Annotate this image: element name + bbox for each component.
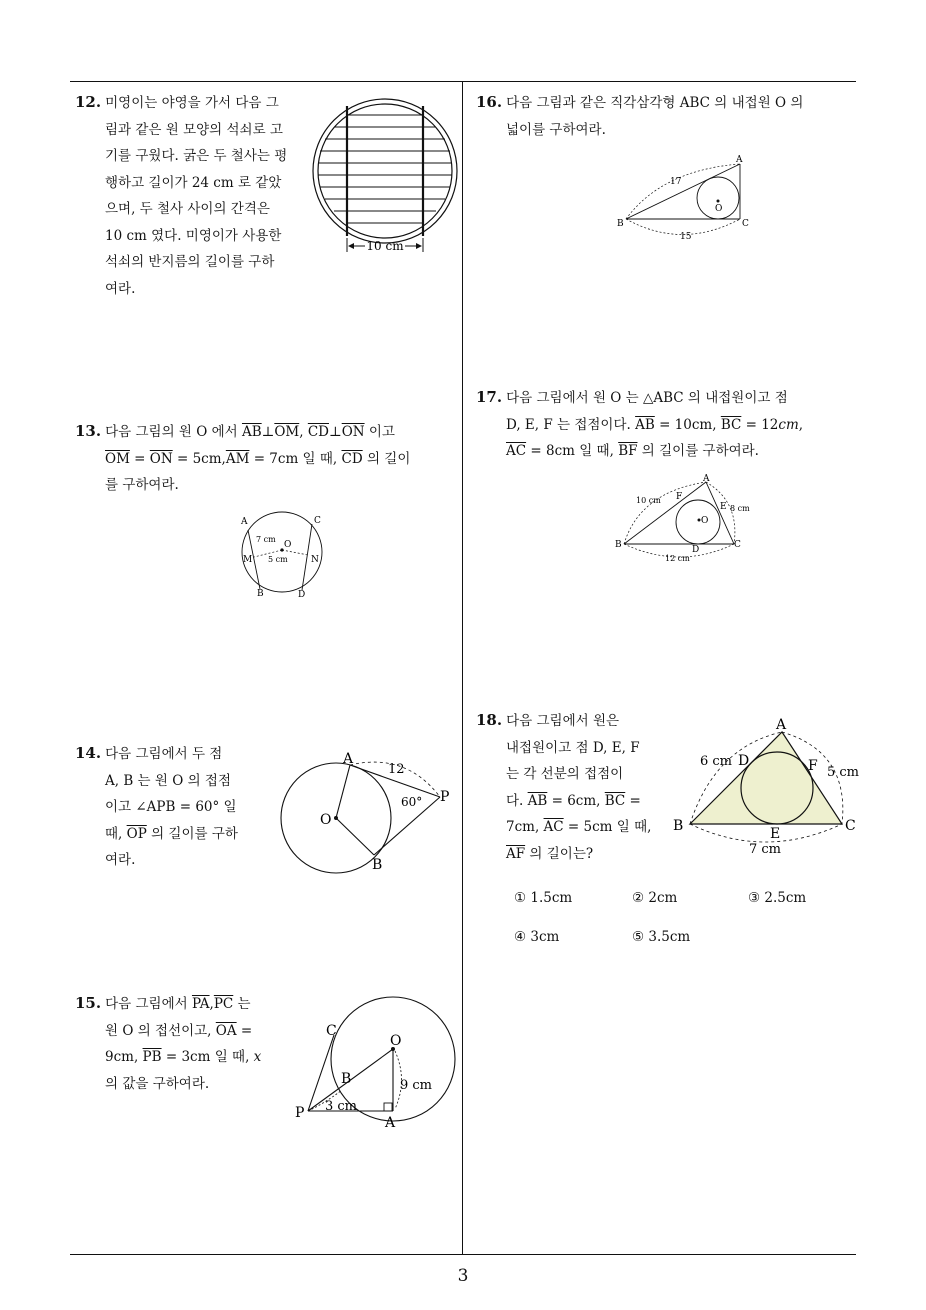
label-D: D [692, 545, 700, 555]
segment-am: $\overline{AM}$ [225, 450, 250, 467]
label-N: N [311, 555, 319, 565]
q15-text: 원 O 의 접선이고, [105, 1022, 216, 1039]
question-number: 12. [75, 93, 102, 111]
question-number: 15. [75, 994, 102, 1012]
segment-ac: $\overline{AC}$ [543, 819, 564, 835]
q14-text: A, B 는 원 O 의 접점 [105, 772, 231, 789]
label-B: B [617, 219, 624, 229]
segment-oa: $\overline{OA}$ [215, 1022, 237, 1039]
q17-text: cm [778, 416, 799, 433]
segment-ac: $\overline{AC}$ [506, 443, 527, 459]
label-O: O [715, 204, 723, 214]
segment-pb: $\overline{PB}$ [142, 1049, 162, 1065]
segment-ab: $\overline{AB}$ [635, 416, 655, 433]
label-O: O [390, 1033, 402, 1049]
page-number: 3 [457, 1266, 469, 1286]
q18-text: 7cm, [506, 819, 544, 835]
q18-text: 는 각 선분의 접점이 [506, 766, 624, 782]
q13-text: = 7cm 일 때, [249, 450, 342, 467]
segment-ab: $\overline{AB}$ [241, 424, 262, 440]
label-A: A [241, 517, 248, 527]
label-A: A [343, 751, 354, 767]
segment-bc: $\overline{BC}$ [720, 416, 742, 433]
label-B: B [372, 857, 383, 873]
choice-3[interactable]: ③ 2.5cm [748, 890, 807, 906]
q12-line: 기를 구웠다. 굵은 두 철사는 평 [105, 148, 288, 164]
q12-line: 석쇠의 반지름의 길이를 구하 [105, 254, 275, 270]
segment-om: $\overline{OM}$ [274, 424, 300, 440]
q17-text: 의 길이를 구하여라. [637, 443, 759, 459]
label-F: F [808, 758, 818, 774]
q15-text: = [236, 1022, 253, 1039]
q12-line: 여라. [105, 280, 136, 297]
question-15 [75, 990, 261, 1097]
segment-ab: $\overline{AB}$ [527, 792, 548, 809]
label-C: C [742, 219, 749, 229]
label-oa: 9 cm [400, 1078, 433, 1093]
q12-line: 10 cm 였다. 미영이가 사용한 [105, 227, 282, 244]
top-rule [70, 81, 856, 82]
question-number: 13. [75, 422, 102, 440]
q15-text: 의 값을 구하여라. [105, 1075, 210, 1092]
variable-x: x [253, 1049, 262, 1065]
segment-om: $\overline{OM}$ [105, 450, 130, 467]
q12-line: 행하고 길이가 24 cm 로 같았 [105, 174, 282, 191]
label-pb: 3 cm [325, 1099, 358, 1114]
label-P: P [295, 1105, 305, 1121]
segment-bc: $\overline{BC}$ [604, 792, 626, 809]
label-B: B [257, 589, 264, 599]
q17-text: = 10cm, [654, 416, 721, 433]
segment-af: $\overline{AF}$ [506, 845, 526, 862]
q12-line: 으며, 두 철사 사이의 간격은 [105, 201, 270, 217]
question-18 [476, 707, 651, 867]
q13-text: 이고 [364, 424, 395, 440]
q15-text: , [209, 996, 214, 1012]
q17-figure [610, 472, 760, 571]
perp-symbol: ⊥ [261, 424, 275, 440]
q18-text: = 5cm 일 때, [563, 819, 652, 835]
label-O: O [284, 540, 292, 550]
q14-text: 이고 ∠APB = 60° 일 [105, 799, 237, 815]
label-ab: 17 [670, 177, 682, 187]
label-A: A [703, 474, 710, 484]
q18-text: 내접원이고 점 D, E, F [506, 739, 640, 756]
q14-text: 의 길이를 구하 [146, 825, 238, 842]
q13-text: = 5cm, [172, 450, 226, 467]
q15-figure [290, 995, 465, 1139]
q12-figure-grill [310, 96, 460, 265]
q16-text: 넓이를 구하여라. [506, 121, 606, 138]
q13-text: , [299, 424, 308, 440]
question-12 [75, 89, 287, 302]
label-ab: 6 cm [700, 754, 733, 769]
label-C: C [326, 1023, 337, 1039]
question-13 [75, 418, 410, 499]
label-angle: 60° [401, 795, 423, 809]
label-B: B [341, 1071, 352, 1087]
label-F: F [676, 492, 683, 502]
question-number: 16. [476, 93, 503, 111]
label-bc: 15 [680, 232, 692, 242]
q15-text: 9cm, [105, 1049, 143, 1065]
q13-text: = [129, 450, 150, 467]
label-E: E [770, 826, 781, 842]
q18-text: = 6cm, [547, 792, 605, 809]
label-A: A [736, 155, 743, 165]
question-number: 17. [476, 388, 503, 406]
label-O: O [701, 516, 709, 526]
label-A: A [385, 1115, 396, 1131]
q18-text: = [625, 792, 641, 809]
q17-text: = 12 [741, 416, 779, 433]
perp-symbol: ⊥ [328, 424, 342, 440]
q13-text: 를 구하여라. [105, 477, 179, 493]
label-P: P [440, 789, 450, 805]
choice-2[interactable]: ② 2cm [632, 890, 678, 906]
q16-figure [612, 150, 762, 249]
choice-4[interactable]: ④ 3cm [514, 929, 560, 945]
question-number: 14. [75, 744, 102, 762]
label-B: B [673, 818, 684, 834]
q13-figure [230, 510, 340, 604]
label-ac: 5 cm [827, 765, 860, 780]
q12-line: 림과 같은 원 모양의 석쇠로 고 [105, 121, 283, 138]
q12-width-label: 10 cm [366, 239, 404, 253]
q13-text: 다음 그림의 원 O 에서 [105, 424, 242, 440]
segment-on: $\overline{ON}$ [149, 450, 173, 467]
label-bc: 12 cm [665, 554, 690, 563]
q17-text: 다음 그림에서 원 O 는 △ABC 의 내접원이고 점 [506, 390, 788, 406]
question-14 [75, 740, 238, 874]
question-17 [476, 384, 803, 465]
q17-text: D, E, F 는 접점이다. [506, 416, 636, 433]
label-bc: 7 cm [749, 842, 782, 857]
q18-text: 다음 그림에서 원은 [506, 713, 620, 729]
q14-text: 때, [105, 825, 127, 842]
question-16 [476, 89, 803, 143]
label-C: C [845, 818, 856, 834]
label-C: C [734, 540, 741, 550]
question-number: 18. [476, 711, 503, 729]
label-ac: 8 cm [730, 504, 750, 513]
q14-figure [276, 750, 456, 879]
label-D: D [738, 753, 750, 769]
q17-text: = 8cm 일 때, [526, 443, 619, 459]
choice-1[interactable]: ① 1.5cm [514, 890, 573, 906]
q14-text: 다음 그림에서 두 점 [105, 746, 223, 762]
segment-cd: $\overline{CD}$ [307, 424, 329, 440]
segment-cd: $\overline{CD}$ [341, 450, 363, 467]
segment-pc: $\overline{PC}$ [213, 996, 234, 1012]
label-am: 7 cm [256, 535, 276, 544]
q15-text: 다음 그림에서 [105, 996, 192, 1012]
segment-pa: $\overline{PA}$ [191, 996, 210, 1012]
q18-text: 의 길이는? [525, 845, 594, 862]
label-E: E [720, 502, 727, 512]
q13-text: 의 길이 [362, 450, 411, 467]
label-M: M [243, 555, 253, 565]
label-B: B [615, 540, 622, 550]
q18-figure [670, 712, 870, 866]
segment-bf: $\overline{BF}$ [618, 443, 638, 459]
q18-text: 다. [506, 792, 528, 809]
q17-text: , [798, 416, 804, 433]
label-C: C [314, 516, 321, 526]
choice-5[interactable]: ⑤ 3.5cm [632, 929, 691, 945]
q16-text: 다음 그림과 같은 직각삼각형 ABC 의 내접원 O 의 [506, 95, 804, 111]
label-O: O [320, 812, 332, 828]
q15-text: = 3cm 일 때, [161, 1049, 254, 1065]
segment-on: $\overline{ON}$ [341, 424, 365, 440]
q14-text: 여라. [105, 852, 136, 868]
label-A: A [776, 717, 787, 733]
label-on: 5 cm [268, 555, 288, 564]
q15-text: 는 [233, 996, 251, 1012]
segment-op: $\overline{OP}$ [126, 825, 147, 842]
label-D: D [298, 590, 306, 600]
label-ab: 10 cm [636, 496, 661, 505]
q12-line: 미영이는 야영을 가서 다음 그 [105, 95, 279, 111]
label-length: 12 [388, 762, 405, 777]
bottom-rule [70, 1254, 856, 1255]
